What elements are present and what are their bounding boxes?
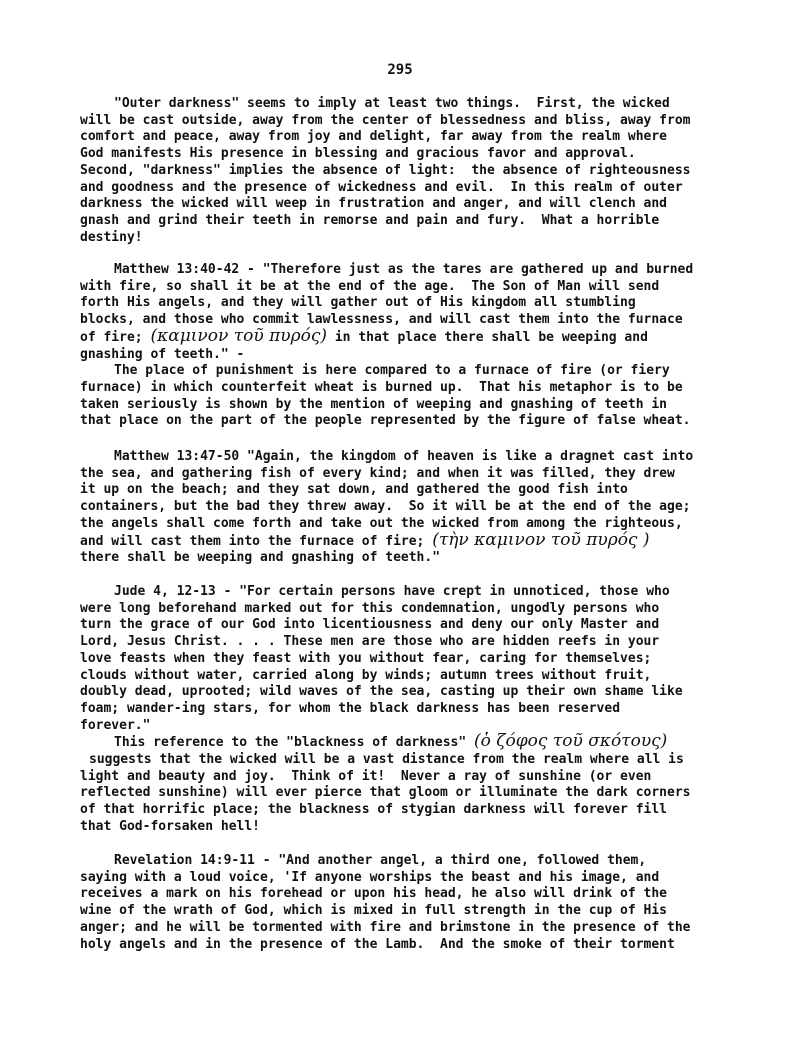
text-line: there shall be weeping and gnashing of teeth." — [80, 550, 441, 566]
text-line: receives a mark on his forehead or upon his head, he also will drink of the — [80, 886, 667, 902]
text-line: and goodness and the presence of wickedness and evil. In this realm of outer — [80, 179, 683, 195]
text-line: forever." — [80, 717, 151, 733]
text-line: wine of the wrath of God, which is mixed in full strength in the cup of His — [80, 903, 667, 919]
paragraph-jude-4 — [80, 584, 740, 836]
text-fragment: and will cast them into the furnace of fire; — [80, 533, 425, 549]
text-line: doubly dead, uprooted; wild waves of the sea, casting up their own shame like — [80, 684, 683, 700]
text-line: it up on the beach; and they sat down, and gathered the good fish into — [80, 482, 628, 498]
text-line: were long beforehand marked out for this condemnation, ungodly persons who — [80, 600, 660, 616]
text-line: holy angels and in the presence of the Lamb. And the smoke of their torment — [80, 936, 675, 952]
text-line — [80, 529, 740, 551]
text-line: suggests that the wicked will be a vast distance from the realm where all is — [89, 752, 684, 768]
text-line — [80, 325, 740, 347]
text-line: Lord, Jesus Christ. . . . These men are those who are hidden reefs in your — [80, 634, 660, 650]
text-line: containers, but the bad they threw away. So it will be at the end of the age; — [80, 499, 691, 515]
text-line: gnashing of teeth." - — [80, 346, 245, 362]
text-fragment: This reference to the "blackness of darkness" — [114, 735, 467, 751]
text-line: blocks, and those who commit lawlessness, and will cast them into the furnace — [80, 312, 683, 328]
text-fragment: of fire; — [80, 329, 143, 345]
text-line — [80, 731, 740, 752]
paragraph-matthew-13-40 — [80, 262, 740, 430]
text-line: reflected sunshine) will ever pierce that gloom or illuminate the dark corners — [80, 785, 691, 801]
text-line: The place of punishment is here compared to a furnace of fire (or fiery — [114, 363, 670, 379]
text-line: God manifests His presence in blessing and gracious favor and approval. — [80, 146, 636, 162]
paragraph-revelation-14-9 — [80, 853, 740, 953]
text-line: foam; wander-ing stars, for whom the black darkness has been reserved — [80, 700, 621, 716]
greek-phrase: (καμινον τοῦ πυρός) — [150, 325, 328, 346]
text-line: light and beauty and joy. Think of it! Never a ray of sunshine (or even — [80, 768, 652, 784]
text-line: the sea, and gathering fish of every kind; and when it was filled, they drew — [80, 465, 675, 481]
text-line: that God-forsaken hell! — [80, 818, 261, 834]
text-line: comfort and peace, away from joy and delight, far away from the realm where — [80, 129, 667, 145]
text-line: darkness the wicked will weep in frustration and anger, and will clench and — [80, 196, 667, 212]
text-fragment: in that place there shall be weeping and — [334, 329, 648, 345]
text-line: anger; and he will be tormented with fire and brimstone in the presence of the — [80, 919, 691, 935]
paragraph-matthew-13-47 — [80, 449, 740, 567]
scripture-reference-line: Jude 4, 12-13 - "For certain persons have crept in unnoticed, those who — [114, 584, 670, 599]
text-line: "Outer darkness" seems to imply at least two things. First, the wicked — [114, 96, 670, 111]
text-line: forth His angels, and they will gather out of His kingdom all stumbling — [80, 295, 636, 311]
text-line: Second, "darkness" implies the absence of light: the absence of righteousness — [80, 162, 691, 178]
text-line: love feasts when they feast with you without fear, caring for themselves; — [80, 650, 652, 666]
greek-phrase: (τὴν καμινον τοῦ πυρός ) — [432, 529, 650, 550]
text-line: with fire, so shall it be at the end of the age. The Son of Man will send — [80, 278, 660, 294]
text-line: turn the grace of our God into licentiousness and deny our only Master and — [80, 617, 660, 633]
scripture-reference-line: Revelation 14:9-11 - "And another angel, a third one, followed them, — [114, 853, 647, 868]
scripture-reference-line: Matthew 13:40-42 - "Therefore just as the tares are gathered up and burned — [114, 262, 694, 277]
greek-phrase: (ὁ ζόφος τοῦ σκότους) — [474, 731, 668, 752]
text-line: destiny! — [80, 229, 143, 245]
text-line: furnace) in which counterfeit wheat is burned up. That his metaphor is to be — [80, 379, 683, 395]
text-line: that place on the part of the people represented by the figure of false wheat. — [80, 413, 691, 429]
text-line: taken seriously is shown by the mention of weeping and gnashing of teeth in — [80, 396, 667, 412]
paragraph-outer-darkness — [80, 96, 740, 246]
text-line: will be cast outside, away from the center of blessedness and bliss, away from — [80, 112, 691, 128]
text-line: saying with a loud voice, 'If anyone worships the beast and his image, and — [80, 869, 660, 885]
text-line: of that horrific place; the blackness of stygian darkness will forever fill — [80, 802, 667, 818]
text-line: clouds without water, carried along by winds; autumn trees without fruit, — [80, 667, 652, 683]
page-number: 295 — [387, 62, 413, 78]
text-line: gnash and grind their teeth in remorse and pain and fury. What a horrible — [80, 212, 660, 228]
scripture-reference-line: Matthew 13:47-50 "Again, the kingdom of heaven is like a dragnet cast into — [114, 449, 694, 464]
text-line: the angels shall come forth and take out the wicked from among the righteous, — [80, 515, 683, 531]
